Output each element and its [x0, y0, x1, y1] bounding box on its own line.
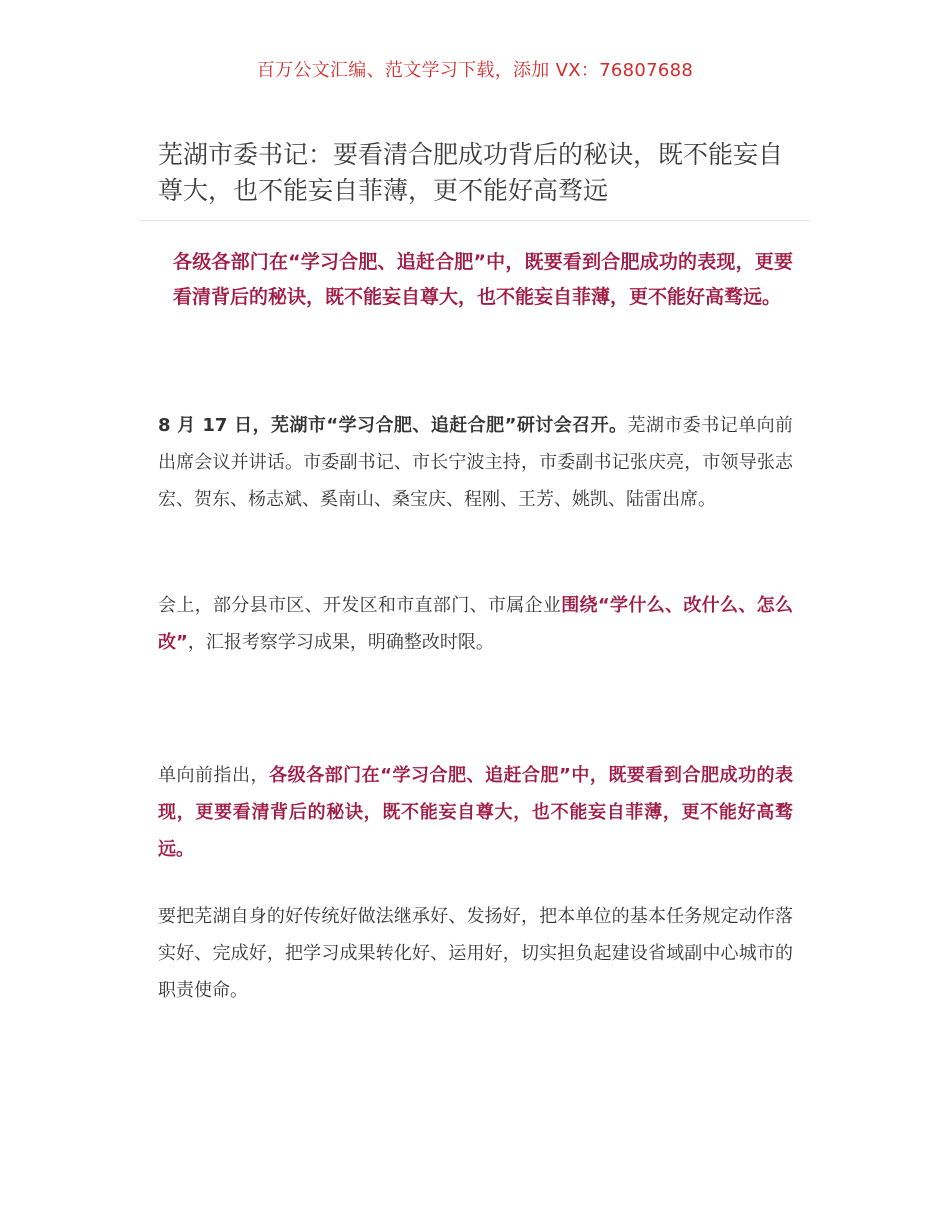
paragraph-remarks — [158, 757, 793, 868]
paragraph-meeting — [158, 407, 793, 518]
paragraph-meeting-bold: 8 月 17 日，芜湖市“学习合肥、追赶合肥”研讨会召开。 — [158, 415, 628, 436]
paragraph-meeting-text: 芜湖市委书记单向前出席会议并讲话。市委副书记、市长宁波主持，市委副书记张庆亮，市领导张志宏、贺东、杨志斌、奚南山、桑宝庆、程刚、王芳、姚凯、陆雷出席。 — [158, 415, 794, 510]
paragraph-reports-highlight: 围绕“学什么、改什么、怎么改” — [158, 595, 793, 653]
paragraph-mission — [158, 898, 793, 1009]
article-lead: 各级各部门在“学习合肥、追赶合肥”中，既要看到合肥成功的表现，更要看清背后的秘诀，既不能妄自尊大，也不能妄自菲薄，更不能好高骛远。 — [173, 251, 793, 308]
promo-banner: 百万公文汇编、范文学习下载，添加 VX：76807688 — [256, 60, 694, 81]
paragraph-mission-text: 要把芜湖自身的好传统好做法继承好、发扬好，把本单位的基本任务规定动作落实好、完成好，把学习成果转化好、运用好，切实担负起建设省域副中心城市的职责使命。 — [158, 906, 793, 1001]
paragraph-reports — [158, 587, 793, 661]
paragraph-remarks-text-before: 单向前指出， — [158, 765, 270, 786]
paragraph-reports-text-before: 会上，部分县市区、开发区和市直部门、市属企业 — [158, 595, 562, 616]
paragraph-remarks-highlight: 各级各部门在“学习合肥、追赶合肥”中，既要看到合肥成功的表现，更要看清背后的秘诀，既不能妄自尊大，也不能妄自菲薄，更不能好高骛远。 — [158, 765, 793, 860]
article-title: 芜湖市委书记：要看清合肥成功背后的秘诀，既不能妄自尊大，也不能妄自菲薄，更不能好高骛远 — [158, 140, 784, 205]
title-divider — [140, 220, 810, 221]
paragraph-reports-text-after: ，汇报考察学习成果，明确整改时限。 — [187, 632, 494, 653]
